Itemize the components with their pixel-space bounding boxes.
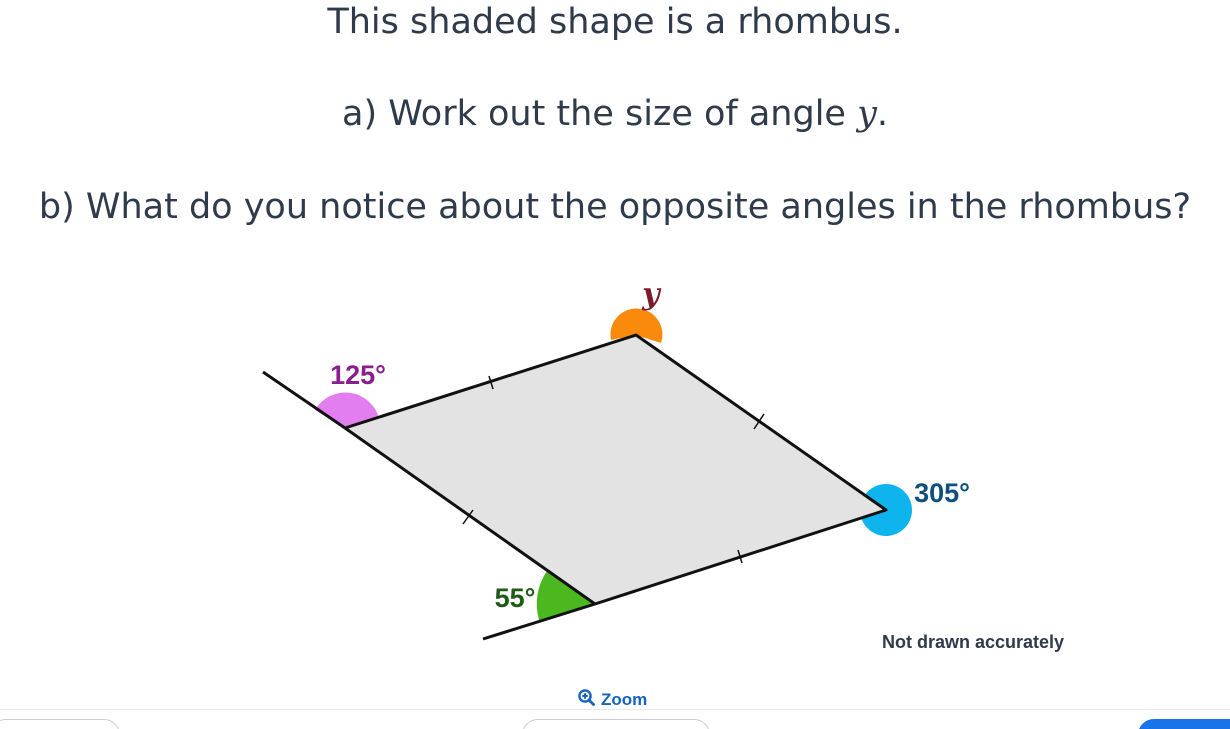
angle-305-label: 305° — [914, 478, 970, 508]
angle-y-label: y — [642, 277, 660, 312]
angle-125-label: 125° — [330, 360, 386, 390]
angle-variable: y — [857, 94, 877, 134]
part-a-suffix: . — [876, 94, 888, 134]
rhombus-shape — [345, 335, 886, 604]
footer-primary-button[interactable] — [1138, 719, 1230, 729]
question-part-b: b) What do you notice about the opposite angles in the rhombus? — [38, 187, 1192, 227]
zoom-label: Zoom — [601, 690, 648, 709]
zoom-in-icon — [578, 689, 595, 711]
part-a-text: a) Work out the size of angle — [342, 94, 858, 134]
angle-55-label: 55° — [494, 583, 536, 613]
not-drawn-accurately-note: Not drawn accurately — [882, 632, 1065, 652]
footer-divider — [0, 709, 1230, 710]
footer-left-button[interactable] — [0, 719, 120, 729]
question-title: This shaded shape is a rhombus. — [327, 2, 903, 42]
footer-center-button[interactable] — [522, 719, 710, 729]
